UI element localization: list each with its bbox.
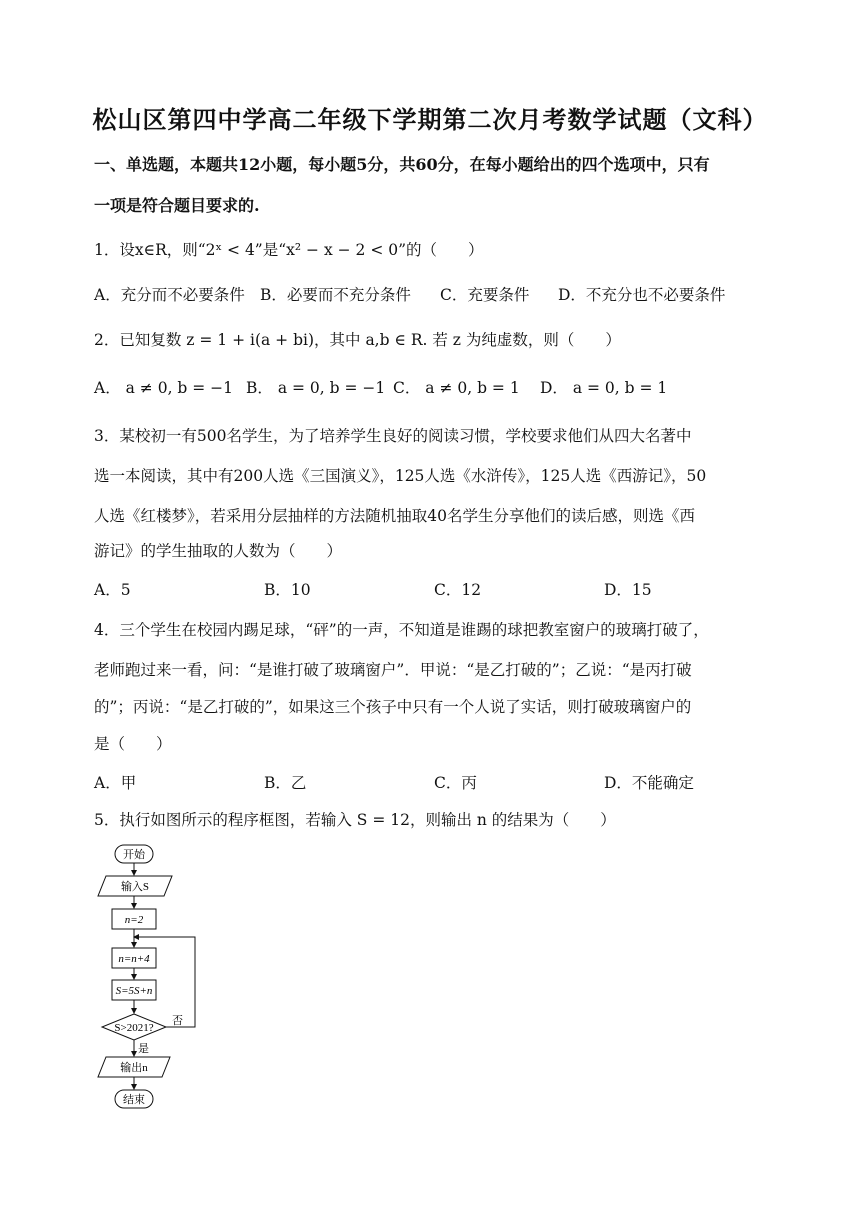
section-heading-line1: 一、单选题，本题共12小题，每小题5分，共60分，在每小题给出的四个选项中，只有 [94, 155, 710, 174]
q2-option-c: C． a ≠ 0, b = 1 [393, 379, 520, 397]
q1-option-a: A．充分而不必要条件 [94, 286, 245, 304]
q1-option-d: D．不充分也不必要条件 [558, 286, 726, 304]
flow-step1-label: n=n+4 [118, 953, 150, 965]
q3-option-d: D．15 [604, 581, 652, 599]
flow-no-label: 否 [172, 1015, 183, 1027]
question-3-line3: 人选《红楼梦》，若采用分层抽样的方法随机抽取40名学生分享他们的读后感，则选《西 [94, 507, 695, 525]
q4-option-a: A．甲 [94, 774, 137, 792]
question-4-line4: 是（ ） [94, 735, 172, 753]
flow-loop-arrow [134, 937, 195, 1027]
flow-yes-label: 是 [138, 1043, 149, 1055]
question-2-text: 2．已知复数 z = 1 + i(a + bi)，其中 a,b ∈ R. 若 z 为纯虚数，则（ ） [94, 331, 621, 349]
q3-option-a: A．5 [94, 581, 131, 599]
q4-option-b: B．乙 [264, 774, 307, 792]
flow-output-label: 输出n [120, 1062, 148, 1074]
q1-option-b: B．必要而不充分条件 [260, 286, 411, 304]
question-3-line2: 选一本阅读，其中有200人选《三国演义》，125人选《水浒传》，125人选《西游记》，50 [94, 467, 707, 485]
q4-option-d: D．不能确定 [604, 774, 694, 792]
q2-option-b: B． a = 0, b = −1 [246, 379, 386, 397]
q4-option-c: C．丙 [434, 774, 477, 792]
question-4-line2: 老师跑过来一看，问：“是谁打破了玻璃窗户”．甲说：“是乙打破的”；乙说：“是丙打破 [94, 661, 692, 679]
page-title: 松山区第四中学高二年级下学期第二次月考数学试题（文科） [92, 105, 768, 134]
question-4-line3: 的”；丙说：“是乙打破的”，如果这三个孩子中只有一个人说了实话，则打破玻璃窗户的 [94, 698, 692, 716]
q2-option-a: A． a ≠ 0, b = −1 [94, 379, 234, 397]
question-5-text: 5．执行如图所示的程序框图，若输入 S = 12，则输出 n 的结果为（ ） [94, 811, 616, 829]
flow-step2-label: S=5S+n [115, 985, 153, 997]
question-3-line1: 3．某校初一有500名学生，为了培养学生良好的阅读习惯，学校要求他们从四大名著中 [94, 427, 692, 445]
flow-end-label: 结束 [123, 1094, 145, 1106]
q2-option-d: D． a = 0, b = 1 [540, 379, 668, 397]
question-4-line1: 4．三个学生在校园内踢足球，“砰”的一声，不知道是谁踢的球把教室窗户的玻璃打破了， [94, 621, 709, 639]
section-heading-line2: 一项是符合题目要求的. [94, 196, 260, 215]
flow-init-label: n=2 [124, 914, 144, 926]
question-1-text: 1．设x∈R，则“2ˣ < 4”是“x² − x − 2 < 0”的（ ） [94, 241, 484, 259]
question-3-line4: 游记》的学生抽取的人数为（ ） [94, 542, 343, 560]
program-flowchart [92, 838, 212, 1113]
q1-option-c: C．充要条件 [440, 286, 530, 304]
q3-option-c: C．12 [434, 581, 482, 599]
flow-start-label: 开始 [123, 849, 145, 861]
flow-condition-label: S>2021? [114, 1022, 154, 1034]
q3-option-b: B．10 [264, 581, 311, 599]
flow-input-label: 输入S [120, 881, 150, 893]
